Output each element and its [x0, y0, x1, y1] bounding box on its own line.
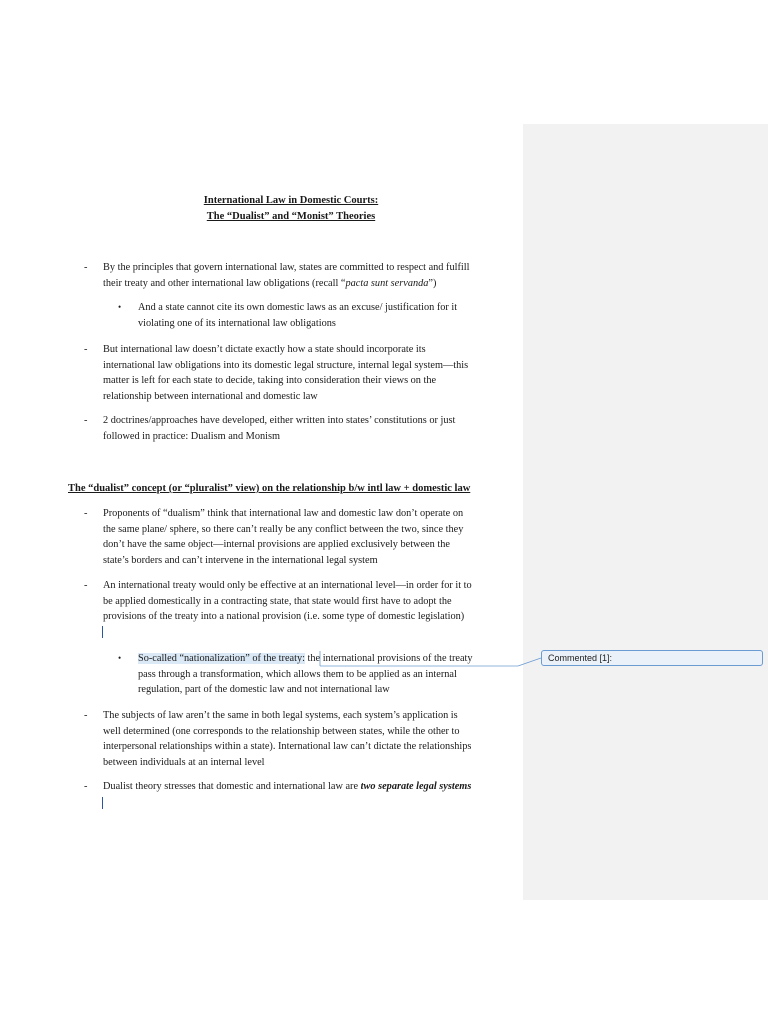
text-line: be applied domestically in a contracting state, that state would first have to adopt the — [103, 595, 452, 607]
text-line: By the principles that govern international law, states are committed to respect and fulfill — [103, 262, 470, 273]
text-line: the same plane/ sphere, so there can’t really be any conflict between the two, since they — [103, 523, 464, 535]
text-line: Dualist theory stresses that domestic and international law are two separate legal systems — [103, 781, 472, 792]
commented-text[interactable]: So-called “nationalization” of the treaty: — [138, 653, 305, 664]
text-line: relationship between international and domestic law — [103, 390, 318, 402]
list-marker: - — [84, 415, 88, 426]
list-marker: - — [84, 710, 88, 721]
text-line: matter is left for each state to decide, taking into consideration their views on the — [103, 375, 437, 386]
text-line: The subjects of law aren’t the same in both legal systems, each system’s application is — [103, 710, 458, 721]
text-cursor — [102, 797, 103, 809]
text-line: But international law doesn’t dictate exactly how a state should incorporate its — [103, 344, 426, 355]
section-heading: The “dualist” concept (or “pluralist” view) on the relationship b/w intl law + domestic law — [68, 483, 471, 494]
list-item — [138, 651, 523, 698]
text-line: violating one of its international law obligations — [138, 317, 336, 329]
list-item — [103, 506, 523, 568]
comment-pane — [523, 124, 768, 900]
document-title-line-1: International Law in Domestic Courts: — [203, 195, 379, 206]
document-title-line-2: The “Dualist” and “Monist” Theories — [206, 211, 376, 222]
bullet-marker: • — [118, 653, 122, 663]
text-line: pass through a transformation, which allows them to be applied as an internal — [138, 668, 457, 680]
bullet-marker: • — [118, 302, 122, 312]
text-line: So-called “nationalization” of the treaty: the international provisions of the treaty — [138, 653, 473, 664]
text-line: 2 doctrines/approaches have developed, either written into states’ constitutions or just — [103, 415, 456, 426]
list-item — [138, 300, 523, 331]
comment-balloon[interactable]: Commented [1]: — [541, 650, 763, 666]
list-marker: - — [84, 781, 88, 792]
italic-phrase: pacta sunt servanda — [345, 277, 429, 289]
text-line: between individuals at an internal level — [103, 756, 265, 768]
text-line: Proponents of “dualism” think that international law and domestic law don’t operate on — [103, 508, 464, 519]
list-marker: - — [84, 508, 88, 519]
list-marker: - — [84, 580, 88, 591]
text-line: well determined (one corresponds to the relationship between states, while the other to — [103, 725, 460, 737]
text-cursor — [102, 626, 103, 638]
list-item — [103, 779, 523, 795]
text-line: provisions of the treaty into a national provision (i.e. some type of domestic legislation) — [103, 611, 465, 622]
text-line: state’s borders and can’t intervene in the international legal system — [103, 554, 378, 566]
list-item — [103, 342, 523, 404]
list-marker: - — [84, 262, 88, 273]
list-item — [103, 413, 523, 444]
text-line: regulation, part of the domestic law and not international law — [138, 684, 390, 695]
text-line: don’t have the same object—internal provisions are applied exclusively between the — [103, 539, 450, 550]
text-line: And a state cannot cite its own domestic laws as an excuse/ justification for it — [138, 302, 458, 313]
list-marker: - — [84, 344, 88, 355]
text-line: An international treaty would only be effective at an international level—in order for it to — [103, 580, 472, 591]
bold-italic-phrase: two separate legal systems — [360, 781, 472, 792]
text-line: international law obligations into its domestic legal structure, internal legal system—this — [103, 359, 469, 371]
text-line: their treaty and other international law obligations (recall “pacta sunt servanda”) — [103, 277, 437, 289]
list-item — [103, 578, 523, 625]
list-item — [103, 708, 523, 770]
text-line: followed in practice: Dualism and Monism — [103, 430, 281, 442]
list-item — [103, 260, 523, 291]
text-line: interpersonal relationships within a state). International law can’t dictate the relationships — [103, 741, 472, 752]
